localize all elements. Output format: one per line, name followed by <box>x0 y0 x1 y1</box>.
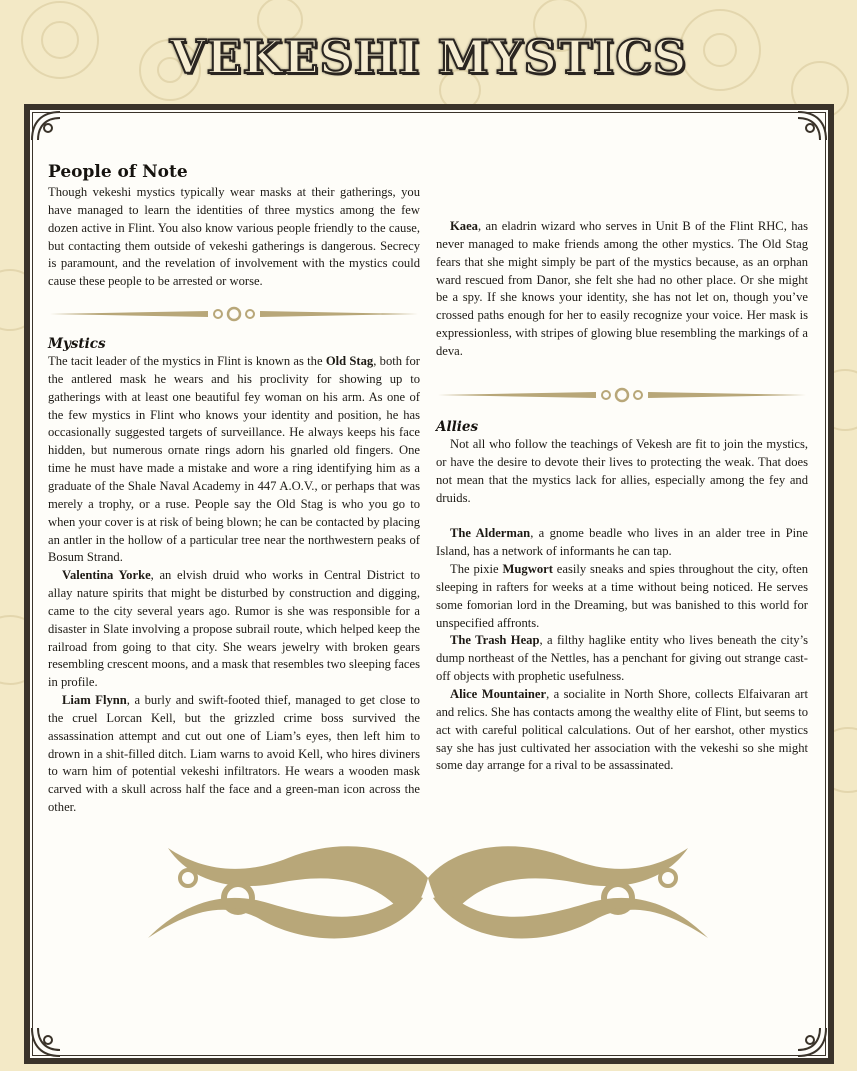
right-column <box>436 386 808 775</box>
trash-heap-paragraph: The Trash Heap, a filthy haglike entity who lives beneath the city’s dump northeast of the Nettles, has a penchant for giving out strange cast-off objects with prophetic usefulness. <box>436 633 808 684</box>
corner-ornament-icon <box>30 1024 64 1058</box>
liam-flynn-name: Liam Flynn <box>62 693 127 708</box>
ornamental-divider-icon <box>48 305 420 323</box>
trash-heap-name: The Trash Heap <box>450 633 540 648</box>
left-column <box>48 160 420 817</box>
mystics-heading: Mystics <box>48 336 106 353</box>
right-column-top <box>436 218 808 361</box>
mugwort-paragraph: The pixie Mugwort easily sneaks and spies throughout the city, often sleeping in rafters for weeks at a time without being noticed. He serves some fomorian lord in the Dreaming, but was banished to this world for unspecified affronts. <box>436 562 808 630</box>
valentina-yorke-name: Valentina Yorke <box>62 568 151 583</box>
corner-ornament-icon <box>30 110 64 144</box>
allies-heading: Allies <box>436 419 479 435</box>
liam-flynn-paragraph: Liam Flynn, a burly and swift-footed thief, managed to get close to the cruel Lorcan Kell, but the grizzled crime boss survived the assassination attempt and cut out one of Liam’s eyes, then left him to drown in a shit-filled ditch. Liam warns to avoid Kell, who hires diviners to warn him of potential vekeshi infiltrators. He wears a wooden mask carved with a skull across half the face and a green-man icon across the other. <box>48 693 420 815</box>
ornamental-divider-icon <box>436 386 808 404</box>
alderman-name: The Alderman <box>450 526 531 541</box>
kaea-paragraph: Kaea, an eladrin wizard who serves in Unit B of the Flint RHC, has never managed to make friends among the other mystics. The Old Stag fears that she might simply be part of the mystics because, as an orphan ward rescued from Danor, she felt she had no other place. Or she might be a spy. If she knows your identity, she has not let on, though you’ve crossed paths enough for her to easily recognize your voice. Her mask is expressionless, with stripes of glowing blue resembling the markings of a deva. <box>436 219 808 358</box>
kaea-name: Kaea <box>450 219 478 233</box>
valentina-yorke-paragraph: Valentina Yorke, an elvish druid who works in Central District to allay nature spirits that might be disturbed by construction and digging, came to the city several years ago. Rumor is she was responsible for a disaster in Slate involving a propose subrail route, which helped keep the railroad from going to that city. She wears jewelry with broken gears resembling crescent moons, and a mask that resembles two sleeping faces in profile. <box>48 568 420 690</box>
mugwort-name: Mugwort <box>502 562 553 577</box>
people-of-note-heading: People of Note <box>48 162 188 182</box>
alice-mountainer-name: Alice Mountainer <box>450 686 547 701</box>
alice-mountainer-paragraph: Alice Mountainer, a socialite in North Shore, collects Elfaivaran art and relics. She has contacts among the wealthy elite of Flint, but seems to act with careful political calculations. Out of her earshot, other mystics say she has just cultivated her association with the vekeshi so she might some day arrange for a rival to be assassinated. <box>436 686 808 773</box>
decorative-flourish-icon <box>128 838 728 950</box>
old-stag-name: Old Stag <box>325 354 374 369</box>
people-of-note-intro: Though vekeshi mystics typically wear masks at their gatherings, you have managed to learn the identities of three mystics among the few dozen active in Flint. You also know various people friendly to the cause, but contacting them outside of vekeshi gatherings is dangerous. Secrecy is paramount, and the revelation of involvement with the mystics could cause these people to be arrested or worse. <box>48 185 420 289</box>
old-stag-paragraph: The tacit leader of the mystics in Flint is known as the Old Stag, both for the antlered mask he wears and his proclivity for showing up to gatherings with at least one beautiful fey woman on his arm. As one of the few mystics in Flint who knows your identity and position, he has occasionally suggested targets of surveillance. He always keeps his face hidden, but numerous ornate rings adorn his gnarled old fingers. One time he must have made a mistake and wore a ring identifying him as a graduate of the Shale Naval Academy in 447 A.O.V., or perhaps that was merely a trophy, or a ruse. People say the Old Stag is who you go to when your cover is at risk of being blown; he can be contacted by placing an antler in the hollow of a particular tree near the northwestern peaks of Bosum Strand. <box>48 354 420 565</box>
corner-ornament-icon <box>794 110 828 144</box>
allies-intro: Not all who follow the teachings of Vekesh are fit to join the mystics, or have the desire to devote their lives to protecting the weak. That does not mean that the mystics lack for allies, especially among the fey and druids. <box>436 437 808 505</box>
alderman-paragraph: The Alderman, a gnome beadle who lives in an alder tree in Pine Island, has a network of informants he can tap. <box>436 526 808 559</box>
corner-ornament-icon <box>794 1024 828 1058</box>
page-title: VEKESHI MYSTICS <box>169 30 688 84</box>
